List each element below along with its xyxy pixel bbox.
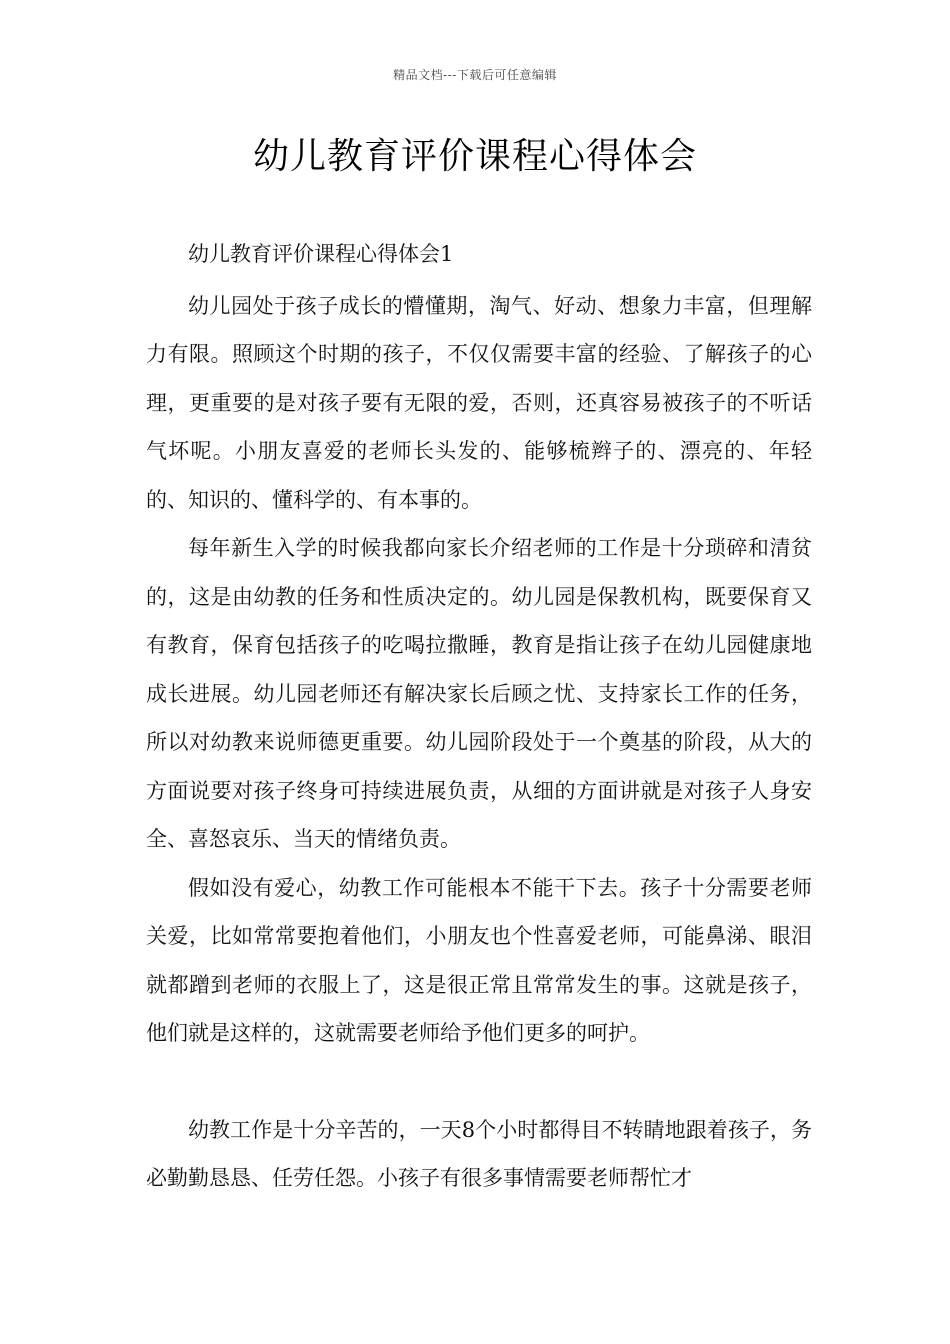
paragraph-1: 幼儿园处于孩子成长的懵懂期，淘气、好动、想象力丰富，但理解力有限。照顾这个时期的孩子，不仅仅需要丰富的经验、了解孩子的心理，更重要的是对孩子要有无限的爱，否则，还真容易被孩子的不听话气坏呢。小朋友喜爱的老师长头发的、能够梳辫子的、漂亮的、年轻的、知识的、懂科学的、有本事的。: [146, 293, 812, 512]
document-title: 幼儿教育评价课程心得体会: [252, 136, 697, 177]
header-note: 精品文档---下载后可任意编辑: [393, 68, 557, 82]
paragraph-2: 每年新生入学的时候我都向家长介绍老师的工作是十分琐碎和清贫的，这是由幼教的任务和性质决定的。幼儿园是保教机构，既要保育又有教育，保育包括孩子的吃喝拉撒睡，教育是指让孩子在幼儿园健康地成长进展。幼儿园老师还有解决家长后顾之忧、支持家长工作的任务，所以对幼教来说师德更重要。幼儿园阶段处于一个奠基的阶段，从大的方面说要对孩子终身可持续进展负责，从细的方面讲就是对孩子人身安全、喜怒哀乐、当天的情绪负责。: [146, 536, 812, 851]
paragraph-4: 幼教工作是十分辛苦的，一天8个小时都得目不转睛地跟着孩子，务必勤勤恳恳、任劳任怨。小孩子有很多事情需要老师帮忙才: [146, 1117, 812, 1190]
document-body: [146, 230, 812, 1203]
section-subheading: 幼儿教育评价课程心得体会1: [188, 242, 454, 266]
paragraph-3: 假如没有爱心，幼教工作可能根本不能干下去。孩子十分需要老师关爱，比如常常要抱着他们，小朋友也个性喜爱老师，可能鼻涕、眼泪就都蹭到老师的衣服上了，这是很正常且常常发生的事。这就是孩子，他们就是这样的，这就需要老师给予他们更多的呵护。: [146, 875, 812, 1045]
